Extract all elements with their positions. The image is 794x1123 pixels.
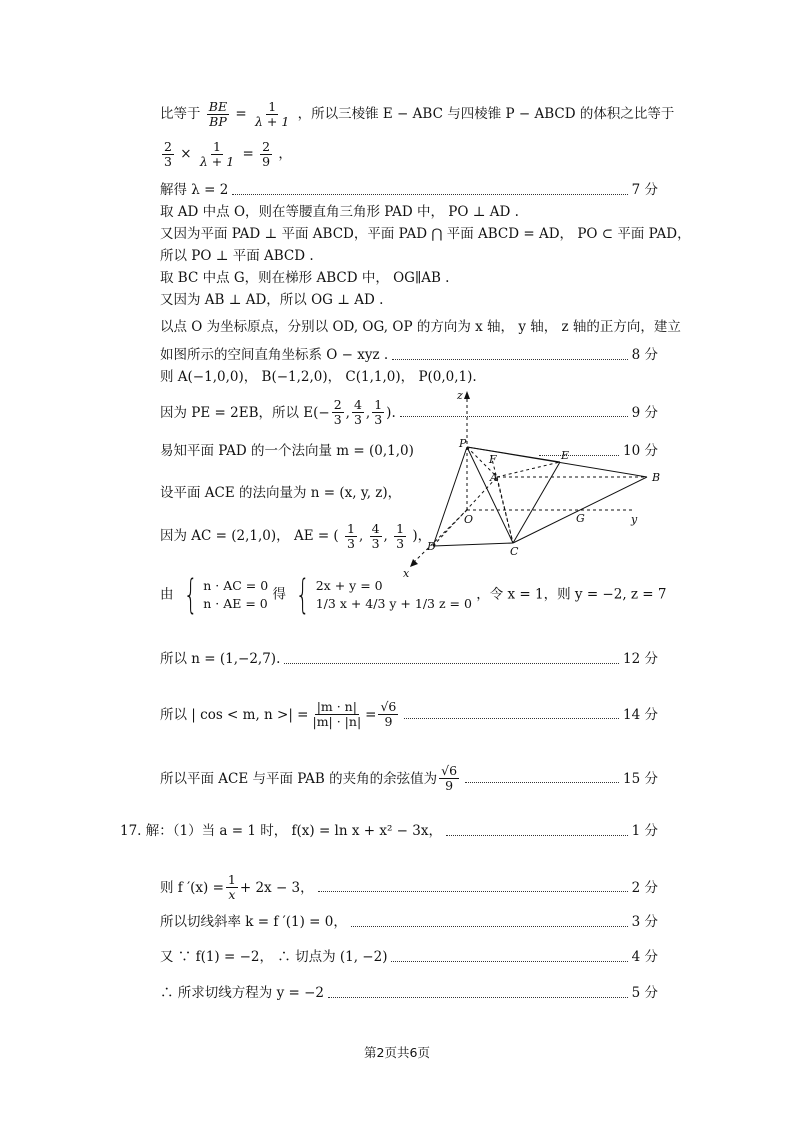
frac-be-bp <box>207 100 229 129</box>
line-points <box>160 368 477 386</box>
line-cos <box>160 700 658 729</box>
frac <box>378 700 398 729</box>
leader-dots <box>232 194 627 195</box>
num: √6 <box>380 699 397 714</box>
line-ratio-product <box>160 140 292 169</box>
den: |m| · |n| <box>312 714 362 729</box>
text: ，所以三棱锥 E − ABC 与四棱锥 P − ABCD 的体积之比等于 <box>297 106 675 122</box>
edge-ae <box>497 462 560 477</box>
den: 3 <box>396 536 405 551</box>
frac <box>372 398 384 427</box>
text: 又因为 AB ⊥ AD，所以 OG ⊥ AD . <box>160 292 384 308</box>
score: 9 分 <box>631 404 658 421</box>
num: 2 <box>164 139 172 154</box>
den: BP <box>209 114 227 129</box>
den: 3 <box>353 412 362 427</box>
text: 则 A(−1,0,0)， B(−1,2,0)， C(1,1,0)， P(0,0,1). <box>160 369 477 385</box>
label-x: x <box>403 567 410 580</box>
frac <box>162 140 174 169</box>
den: 3 <box>333 412 342 427</box>
text: 所以平面 ACE 与平面 PAB 的夹角的余弦值为 <box>160 770 438 787</box>
equation-system-2: { 2x + y = 0 1/3 x + 4/3 y + 1/3 z = 0 <box>296 572 472 618</box>
num: |m · n| <box>316 699 357 714</box>
score: 5 分 <box>631 985 658 1001</box>
num: 4 <box>353 397 362 412</box>
text: 所以 n = (1,−2,7). <box>160 651 281 667</box>
den: λ + 1 <box>255 114 290 129</box>
num: 4 <box>371 521 380 536</box>
frac <box>198 140 236 169</box>
line-ratio: 比等于 $\frac{BE}{BP}$ = $\frac{1}{\lambda + 1}$ ，所以三棱锥 E − ABC 与四棱锥 P − ABCD 的体积之比等于 <box>160 99 675 129</box>
den: 9 <box>262 154 271 169</box>
text: 所以切线斜率 k = f ′(1) = 0， <box>160 914 347 930</box>
geometry-figure <box>395 385 675 585</box>
num: √6 <box>441 763 458 778</box>
edge-pd <box>433 447 467 546</box>
label-f: F <box>489 453 497 466</box>
den: 3 <box>371 536 380 551</box>
eq: = <box>365 706 377 723</box>
frac-1-lambda <box>253 100 291 129</box>
line-n-result <box>160 650 658 668</box>
x-arrow-icon <box>410 559 418 567</box>
text: 又因为平面 PAD ⊥ 平面 ABCD，平面 PAD ⋂ 平面 ABCD = AD， PO ⊂ 平面 PAD， <box>160 226 691 242</box>
text: 取 BC 中点 G，则在梯形 ABCD 中， OG∥AB . <box>160 270 450 286</box>
label-g: G <box>576 512 585 525</box>
eq: = <box>242 146 254 162</box>
times: × <box>180 146 192 162</box>
score: 7 分 <box>631 182 658 198</box>
score: 3 分 <box>631 914 658 930</box>
line-coord-sys <box>160 346 658 364</box>
line-q17 <box>120 822 658 840</box>
den: 9 <box>445 778 454 793</box>
leader-dots <box>465 782 619 783</box>
frac <box>332 398 344 427</box>
frac <box>439 764 459 793</box>
label-b: B <box>652 471 661 484</box>
leader-dots <box>391 961 627 962</box>
edge-ce <box>513 462 560 543</box>
text: 如图所示的空间直角坐标系 O − xyz . <box>160 347 389 363</box>
text: 解得 λ = 2 <box>160 182 229 198</box>
text: 以点 O 为坐标原点，分别以 OD, OG, OP 的方向为 x 轴， y 轴， z 轴的正方向，建立 <box>160 319 681 335</box>
edge-pe <box>467 447 560 462</box>
score: 14 分 <box>623 706 658 723</box>
den: 3 <box>347 536 355 551</box>
text: 设平面 ACE 的法向量为 n = (x, y, z)， <box>160 485 402 501</box>
score: 8 分 <box>631 347 658 363</box>
text: 又 ∵ f(1) = −2， ∴ 切点为 (1, −2) <box>160 949 388 965</box>
score: 1 分 <box>631 823 658 839</box>
leader-dots <box>392 359 627 360</box>
line-tangent <box>160 984 658 1002</box>
line-origin <box>160 318 681 336</box>
text: )， <box>412 528 432 544</box>
text: 取 AD 中点 O，则在等腰直角三角形 PAD 中， PO ⊥ AD . <box>160 204 519 220</box>
label-e: E <box>561 449 570 462</box>
label-d: D <box>427 540 436 553</box>
leader-dots <box>446 835 628 836</box>
text: 得 <box>272 586 286 603</box>
text: 因为 PE = 2EB，所以 E(− <box>160 404 330 421</box>
text: ∴ 所求切线方程为 y = −2 <box>160 985 325 1001</box>
eq: n · AE = 0 <box>203 596 268 611</box>
leader-dots <box>284 663 619 664</box>
line-slope <box>160 913 658 931</box>
text: 由 <box>160 586 174 603</box>
figure-labels <box>403 389 660 580</box>
num: BE <box>208 99 228 114</box>
eq: 2x + y = 0 <box>315 578 383 593</box>
line-ac-ae: 因为 AC = (2,1,0)， AE = ( $\frac{1}{3}$ , $\frac{4}{3}$ , $\frac{1}{3}$ )， <box>160 521 432 551</box>
line-solve <box>160 181 658 199</box>
line-set-n <box>160 484 401 502</box>
frac <box>310 700 363 729</box>
frac <box>352 398 364 427</box>
line-derivative <box>160 873 658 902</box>
page-footer: 第2页共6页 <box>364 1045 430 1060</box>
num: 1 <box>268 99 277 114</box>
num: 1 <box>227 872 236 887</box>
score: 10 分 <box>623 443 658 459</box>
label-a: A <box>490 471 498 484</box>
frac <box>260 140 272 169</box>
text: 易知平面 PAD 的一个法向量 m = (0,1,0) <box>160 443 414 459</box>
frac <box>345 522 357 551</box>
line-take-o <box>160 203 519 221</box>
text: 所以 | cos < m, n >| = <box>160 706 309 723</box>
text: + 2x − 3， <box>239 879 314 896</box>
text: ，令 x = 1，则 y = −2, z = 7 <box>476 586 667 603</box>
score: 15 分 <box>623 770 658 787</box>
line-po-perp <box>160 247 314 265</box>
eq: n · AC = 0 <box>203 578 269 593</box>
leader-dots <box>404 718 619 719</box>
leader-dots <box>318 891 628 892</box>
score: 4 分 <box>631 949 658 965</box>
line-final <box>160 764 658 793</box>
leader-dots <box>351 926 628 927</box>
equation-system-1: { n · AC = 0 n · AE = 0 <box>183 572 269 618</box>
den: 3 <box>164 154 172 169</box>
num: 1 <box>347 521 355 536</box>
label-y: y <box>631 513 638 526</box>
num: 1 <box>396 521 405 536</box>
den: 3 <box>374 412 383 427</box>
num: 2 <box>333 397 342 412</box>
line-point <box>160 948 658 966</box>
frac <box>370 522 382 551</box>
text: 17. 解：（1）当 a = 1 时， f(x) = ln x + x² − 3x， <box>120 823 442 839</box>
text: 所以 PO ⊥ 平面 ABCD . <box>160 248 314 264</box>
score: 12 分 <box>623 651 658 667</box>
num: 1 <box>213 139 221 154</box>
line-pe: 因为 PE = 2EB，所以 E(− $\frac{2}{3}$ , $\frac{4}{3}$ , $\frac{1}{3}$ ). 9 分 <box>160 397 658 427</box>
frac <box>226 873 238 902</box>
edge-dc <box>433 543 513 546</box>
label-o: O <box>464 513 474 526</box>
den: 9 <box>384 714 393 729</box>
label-z: z <box>457 389 463 402</box>
num: 2 <box>262 139 271 154</box>
den: x <box>228 887 236 902</box>
line-ab-perp <box>160 291 383 309</box>
den: λ + 1 <box>199 154 235 169</box>
text: 比等于 <box>160 106 201 122</box>
num: 1 <box>374 397 383 412</box>
z-arrow-icon <box>464 391 470 399</box>
label-p: P <box>459 437 467 450</box>
text: ). <box>386 404 396 421</box>
label-c: C <box>510 545 519 558</box>
score: 2 分 <box>631 879 658 896</box>
text: 因为 AC = (2,1,0)， AE = ( <box>160 528 339 544</box>
eq: 1/3 x + 4/3 y + 1/3 z = 0 <box>315 596 472 611</box>
line-take-g <box>160 269 449 287</box>
leader-dots <box>328 997 628 998</box>
line-plane <box>160 225 691 243</box>
text: 则 f ′(x) = <box>160 879 224 896</box>
comma: ， <box>278 146 292 162</box>
